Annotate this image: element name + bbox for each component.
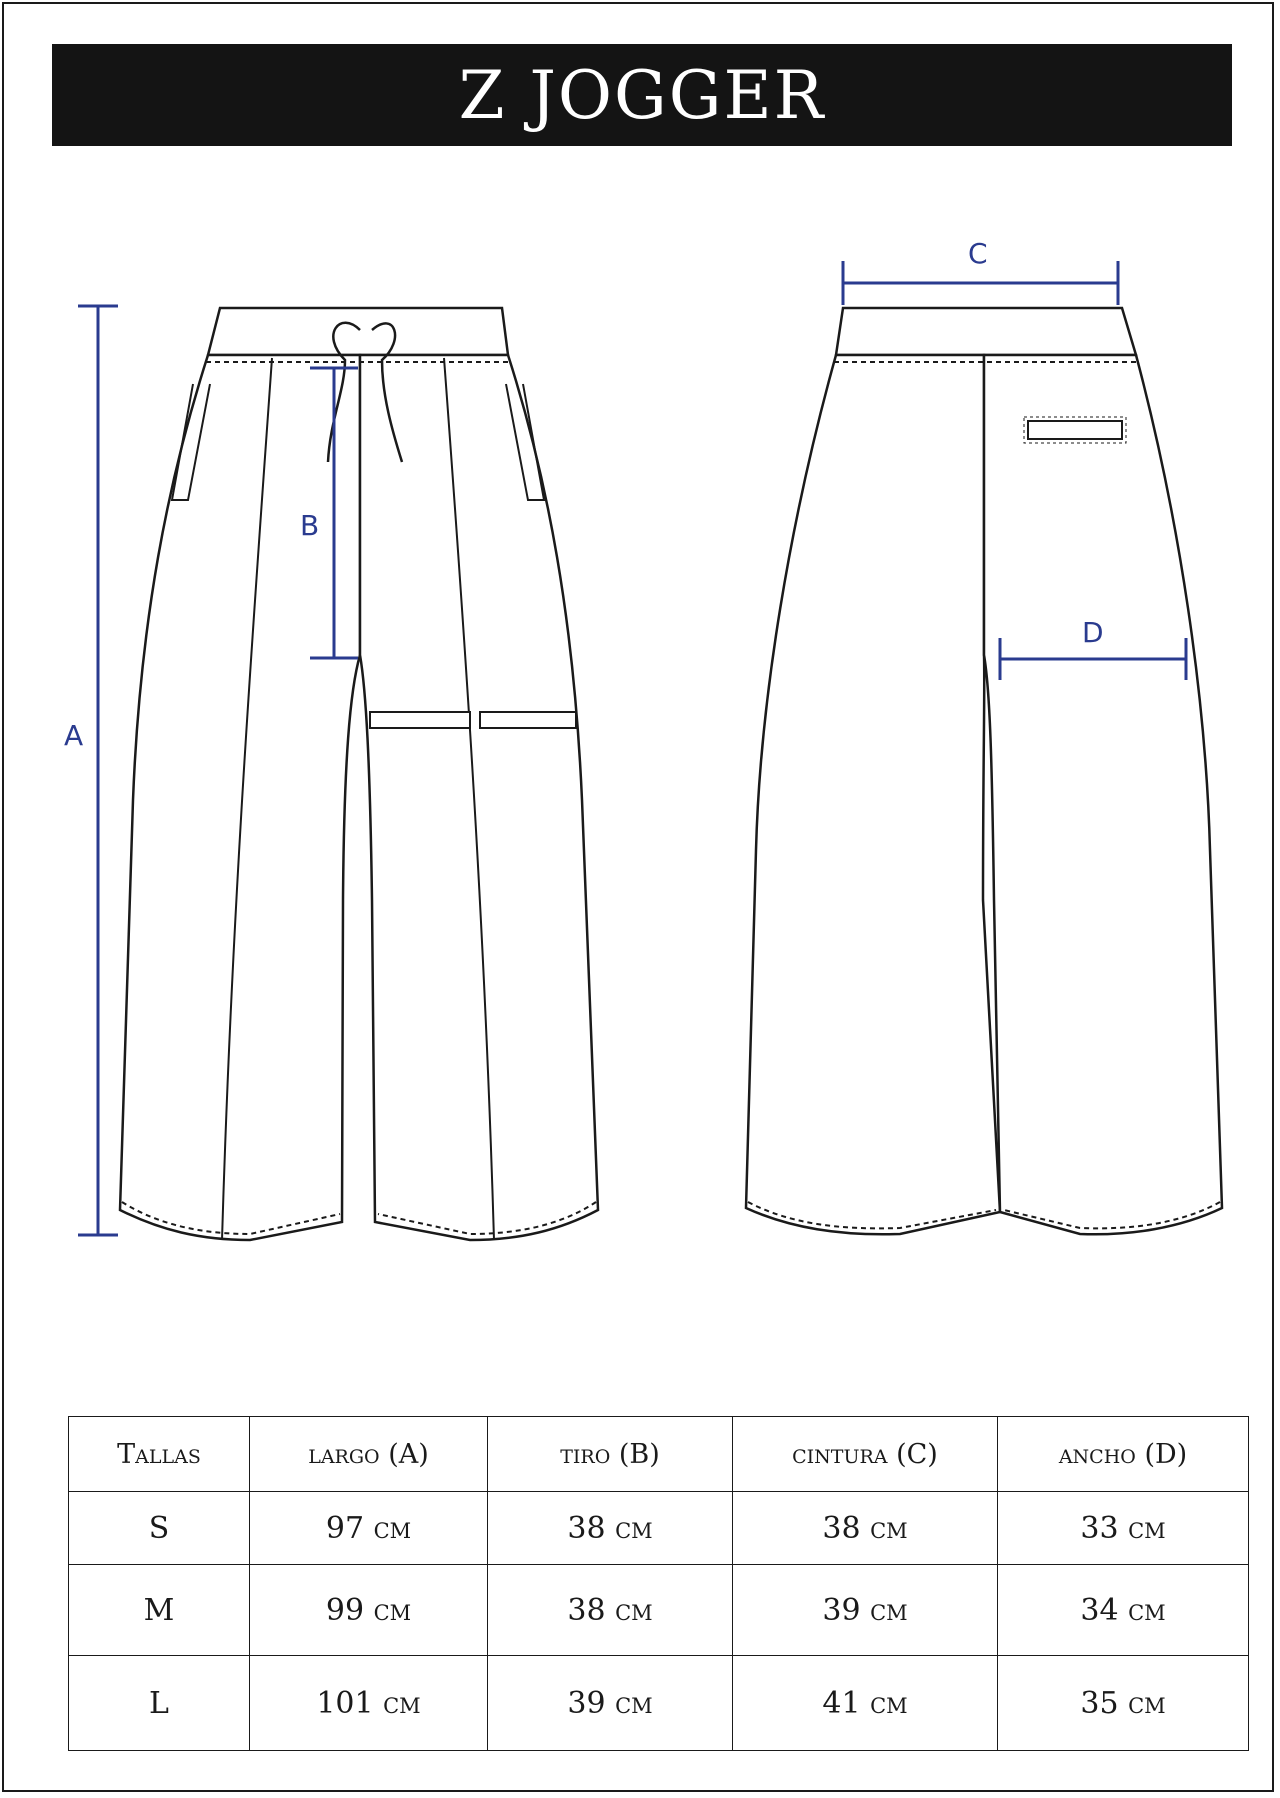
cintura-cell: 39 cm — [733, 1565, 998, 1656]
largo-cell: 97 cm — [250, 1492, 488, 1565]
back-left-leg — [746, 355, 1000, 1234]
table-row — [69, 1565, 1249, 1656]
ancho-cell: 35 cm — [998, 1656, 1249, 1751]
table-row — [69, 1656, 1249, 1751]
table-row — [69, 1492, 1249, 1565]
front-view-trousers — [120, 308, 598, 1240]
front-left-leg — [120, 355, 360, 1240]
largo-cell: 99 cm — [250, 1565, 488, 1656]
ancho-cell: 34 cm — [998, 1565, 1249, 1656]
header-tiro: tiro (B) — [488, 1417, 733, 1492]
ancho-cell: 33 cm — [998, 1492, 1249, 1565]
back-waistband — [836, 308, 1136, 355]
size-cell: M — [69, 1565, 250, 1656]
page-title: Z JOGGER — [458, 56, 826, 134]
dimension-label-c: C — [968, 237, 988, 270]
cintura-cell: 38 cm — [733, 1492, 998, 1565]
header-largo: largo (A) — [250, 1417, 488, 1492]
size-cell: S — [69, 1492, 250, 1565]
header-tallas: Tallas — [69, 1417, 250, 1492]
front-right-leg — [360, 355, 598, 1240]
size-table — [68, 1416, 1249, 1751]
table-header-row — [69, 1417, 1249, 1492]
largo-cell: 101 cm — [250, 1656, 488, 1751]
size-cell: L — [69, 1656, 250, 1751]
dimension-label-a: A — [64, 719, 84, 752]
back-view-trousers — [746, 308, 1222, 1234]
dimension-label-b: B — [300, 509, 320, 542]
tiro-cell: 38 cm — [488, 1565, 733, 1656]
dimension-label-d: D — [1082, 616, 1104, 649]
header-ancho: ancho (D) — [998, 1417, 1249, 1492]
cintura-cell: 41 cm — [733, 1656, 998, 1751]
tiro-cell: 38 cm — [488, 1492, 733, 1565]
back-right-leg — [984, 355, 1222, 1234]
dimension-a — [78, 306, 118, 1235]
tiro-cell: 39 cm — [488, 1656, 733, 1751]
back-label — [1028, 421, 1122, 439]
header-cintura: cintura (C) — [733, 1417, 998, 1492]
front-waistband — [208, 308, 508, 355]
